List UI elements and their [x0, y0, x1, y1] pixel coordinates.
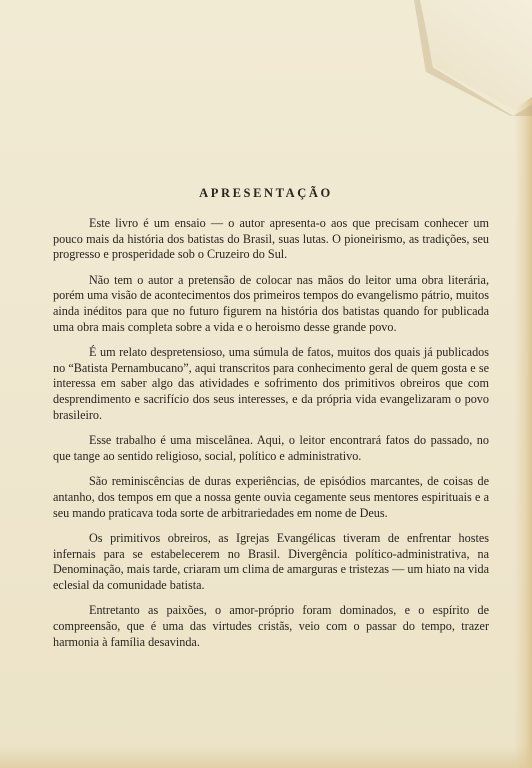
paragraph-3: É um relato despretensioso, uma súmula de fatos, muitos dos quais já publicados no “Batista Pernambucano”, aqui transcritos para conhecimento geral de quem gosta e se interessa em saber algo das atividades e sofrimento dos primitivos obreiros que com desprendimento e sacrifício dos seus interesses, e da própria vida evangelizaram o povo brasileiro.	[53, 345, 489, 422]
paragraph-2: Não tem o autor a pretensão de colocar nas mãos do leitor uma obra literária, porém uma visão de acontecimentos dos primeiros tempos do evangelismo pátrio, muitos ainda inéditos para que no futuro figurem na história dos batistas quando for publicada uma obra mais completa sobre a vida e o heroismo desse grande povo.	[53, 272, 489, 334]
paragraph-5: São reminiscências de duras experiências, de episódios marcantes, de coisas de antanho, dos tempos em que a nossa gente ouvia cegamente seus mentores espirituais e a seu mando praticava toda sorte de arbitrariedades em nome de Deus.	[53, 474, 489, 520]
paragraph-7: Entretanto as paixões, o amor-próprio foram dominados, e o espírito de compreensão, que é uma das virtudes cristãs, veio com o passar do tempo, trazer harmonia à família desavinda.	[53, 603, 489, 649]
text-body	[53, 216, 489, 660]
paragraph-1: Este livro é um ensaio — o autor apresenta-o aos que precisam conhecer um pouco mais da história dos batistas do Brasil, suas lutas. O pioneirismo, as tradições, seu progresso e prosperidade sob o Cruzeiro do Sul.	[53, 216, 489, 262]
page-heading: APRESENTAÇÃO	[199, 186, 333, 200]
paragraph-6: Os primitivos obreiros, as Igrejas Evangélicas tiveram de enfrentar hostes infernais para se estabelecerem no Brasil. Divergência político-administrativa, na Denominação, mais tarde, criaram um clima de amarguras e tristezas — um hiato na vida eclesial da comunidade batista.	[53, 531, 489, 592]
page-edge-bottom	[0, 746, 532, 768]
paragraph-4: Esse trabalho é uma miscelânea. Aqui, o leitor encontrará fatos do passado, no que tange ao sentido religioso, social, político e administrativo.	[53, 433, 489, 463]
